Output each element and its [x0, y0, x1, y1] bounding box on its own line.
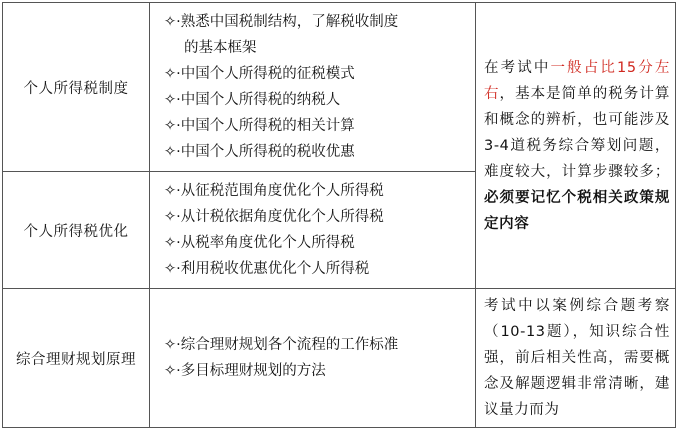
point-item-continuation: 的基本框架	[184, 40, 257, 56]
point-item: ✧·中国个人所得税的相关计算	[164, 118, 355, 134]
table-row	[3, 3, 676, 172]
point-item: ✧·中国个人所得税的征税模式	[164, 66, 355, 82]
points-cell	[150, 172, 476, 289]
topic-cell: 综合理财规划原理	[3, 289, 150, 428]
note-cell	[476, 3, 676, 289]
note-body: ，基本是简单的税务计算和概念的辨析，也可能涉及3-4道税务综合筹划问题，难度较大，计算步骤较多；	[484, 85, 670, 180]
point-item: ✧·熟悉中国税制结构，了解税收制度	[164, 14, 399, 30]
point-item: ✧·中国个人所得税的纳税人	[164, 92, 341, 108]
note-highlight: 一般占比15分左右	[484, 59, 670, 102]
point-item: ✧·利用税收优惠优化个人所得税	[164, 261, 370, 277]
note-intro: 在考试中	[484, 59, 551, 76]
point-item: ✧·多目标理财规划的方法	[164, 363, 326, 379]
point-item: ✧·从征税范围角度优化个人所得税	[164, 183, 384, 199]
point-item: ✧·综合理财规划各个流程的工作标准	[164, 337, 399, 353]
exam-note-text	[484, 55, 670, 237]
point-item: ✧·从税率角度优化个人所得税	[164, 235, 355, 251]
syllabus-table	[2, 2, 676, 428]
note-emphasis: 必须要记忆个税相关政策规定内容	[484, 189, 670, 232]
note-cell	[476, 289, 676, 428]
exam-note-text: 考试中以案例综合题考察（10-13题），知识综合性强，前后相关性高，需要概念及解题逻辑非常清晰，建议量力而为	[484, 298, 670, 418]
points-cell	[150, 3, 476, 172]
points-cell	[150, 289, 476, 428]
topic-cell: 个人所得税优化	[3, 172, 150, 289]
topic-cell: 个人所得税制度	[3, 3, 150, 172]
point-item: ✧·中国个人所得税的税收优惠	[164, 144, 355, 160]
table-row	[3, 289, 676, 428]
point-item: ✧·从计税依据角度优化个人所得税	[164, 209, 384, 225]
